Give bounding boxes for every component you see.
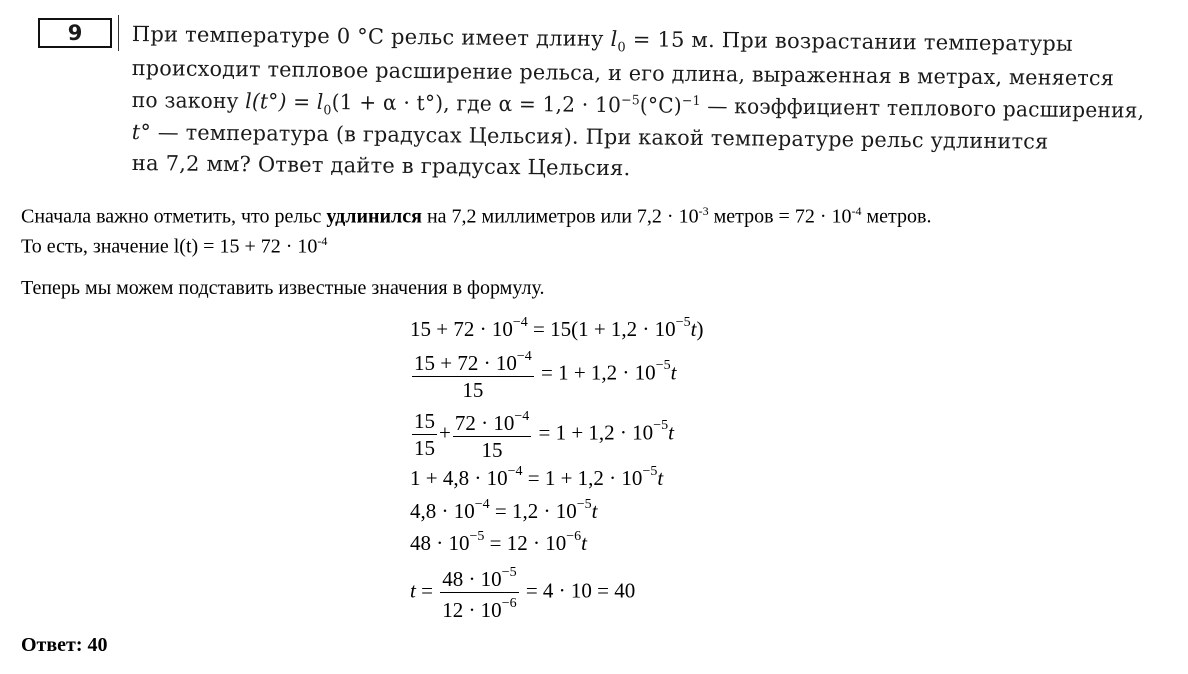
math: + [439, 420, 451, 445]
fraction [412, 346, 534, 403]
final-answer: Ответ: 40 [21, 634, 108, 656]
numerator: 15 [414, 409, 435, 433]
exponent: −5 [469, 529, 485, 544]
numerator [440, 562, 518, 593]
problem-text: происходит тепловое расширение рельса, и его длина, выраженная в метрах, меняется [131, 56, 1115, 91]
math: = 4 · 10 = 40 [520, 578, 636, 603]
exponent: −5 [642, 464, 658, 479]
formula: (°С) [639, 93, 683, 118]
text: метров = 72 · 10 [708, 205, 852, 228]
exponent: −6 [566, 529, 582, 544]
math: 4,8 · 10 [410, 499, 475, 523]
var-l: l [610, 27, 618, 52]
var-t: t [410, 578, 416, 603]
math: 72 · 10 [454, 411, 515, 435]
math: 48 · 10 [442, 567, 502, 591]
solution-paragraph-1 [21, 204, 931, 229]
sub-0: 0 [323, 103, 332, 119]
math: = 1,2 · 10 [489, 499, 577, 523]
exponent: −5 [501, 565, 517, 580]
problem-text: — температура (в градусах Цельсия). При какой температуре рельс удлинится [157, 120, 1049, 154]
formula: l(t°) = l [245, 89, 324, 115]
equation-4 [410, 466, 663, 491]
var-t: t [657, 466, 664, 490]
exponent: −4 [512, 315, 528, 330]
fraction [453, 406, 531, 463]
exponent: -4 [851, 204, 862, 218]
solution-paragraph-2 [21, 234, 327, 259]
equation-1 [410, 317, 703, 342]
exponent: −4 [514, 409, 530, 424]
exponent: −5 [576, 497, 592, 512]
exponent: −5 [675, 315, 691, 330]
text: То есть, значение l(t) = 15 + 72 · 10 [21, 235, 318, 258]
number-divider [118, 15, 119, 51]
problem-text: на 7,2 мм? Ответ дайте в градусах Цельсия. [131, 151, 631, 181]
problem-text: = 15 м. При возрастании температуры [632, 27, 1074, 56]
fraction [412, 408, 437, 461]
equation-2 [410, 346, 676, 403]
equation-6 [410, 531, 587, 556]
equation-7 [410, 562, 635, 623]
var-t: t° [131, 120, 152, 145]
text: на 7,2 миллиметров или 7,2 · 10 [421, 205, 699, 228]
exponent: −1 [681, 93, 701, 109]
denominator: 15 [414, 436, 435, 460]
exponent: −5 [655, 358, 671, 374]
problem-line-5 [132, 151, 631, 180]
math: = 15(1 + 1,2 · 10 [527, 317, 676, 341]
math: ) [696, 317, 704, 341]
math: 48 · 10 [410, 531, 470, 555]
formula: (1 + α · t°), где α = 1,2 · 10 [331, 90, 622, 118]
math: = 1 + 1,2 · 10 [533, 420, 654, 445]
problem-number: 9 [38, 18, 112, 48]
exponent: −4 [507, 464, 523, 479]
solution-paragraph-3: Теперь мы можем подставить известные значения в формулу. [21, 277, 545, 299]
problem-line-4 [132, 120, 1049, 154]
var-t: t [591, 499, 598, 523]
problem-text: При температуре 0 °С рельс имеет длину [131, 22, 604, 51]
var-t: t [670, 360, 677, 385]
math: 15 + 72 · 10 [410, 317, 513, 341]
problem-line-2 [132, 56, 1114, 90]
math: 1 + 4,8 · 10 [410, 466, 508, 490]
fraction [440, 562, 518, 623]
exponent: −6 [501, 596, 517, 611]
exponent: −4 [516, 349, 532, 364]
text: Сначала важно отметить, что рельс [21, 205, 327, 228]
exponent: -3 [698, 204, 709, 218]
exponent: -4 [317, 234, 328, 248]
var-t: t [690, 317, 697, 341]
math: 12 · 10 [442, 598, 502, 622]
math: = [415, 578, 439, 603]
denominator: 15 [481, 438, 503, 462]
exponent: −5 [653, 418, 669, 434]
problem-line-1 [132, 22, 1073, 60]
equation-5 [410, 499, 598, 524]
denominator: 15 [462, 378, 484, 402]
problem-text: по закону [131, 88, 239, 114]
math: = 12 · 10 [484, 531, 567, 555]
equation-3 [410, 406, 674, 463]
math: 15 + 72 · 10 [414, 351, 517, 375]
problem-scan [0, 0, 1188, 195]
var-t: t [581, 531, 587, 555]
numerator [412, 346, 534, 377]
exponent: −4 [474, 497, 490, 512]
var-t: t [668, 420, 674, 445]
text: метров. [861, 205, 932, 228]
sub-0: 0 [617, 40, 626, 56]
numerator [453, 406, 531, 437]
denominator [440, 593, 518, 623]
bold-word: удлинился [326, 205, 422, 228]
exponent: −5 [621, 93, 640, 109]
math: = 1 + 1,2 · 10 [522, 466, 643, 490]
math: = 1 + 1,2 · 10 [535, 360, 656, 385]
problem-text: — коэффициент теплового расширения, [707, 94, 1145, 123]
